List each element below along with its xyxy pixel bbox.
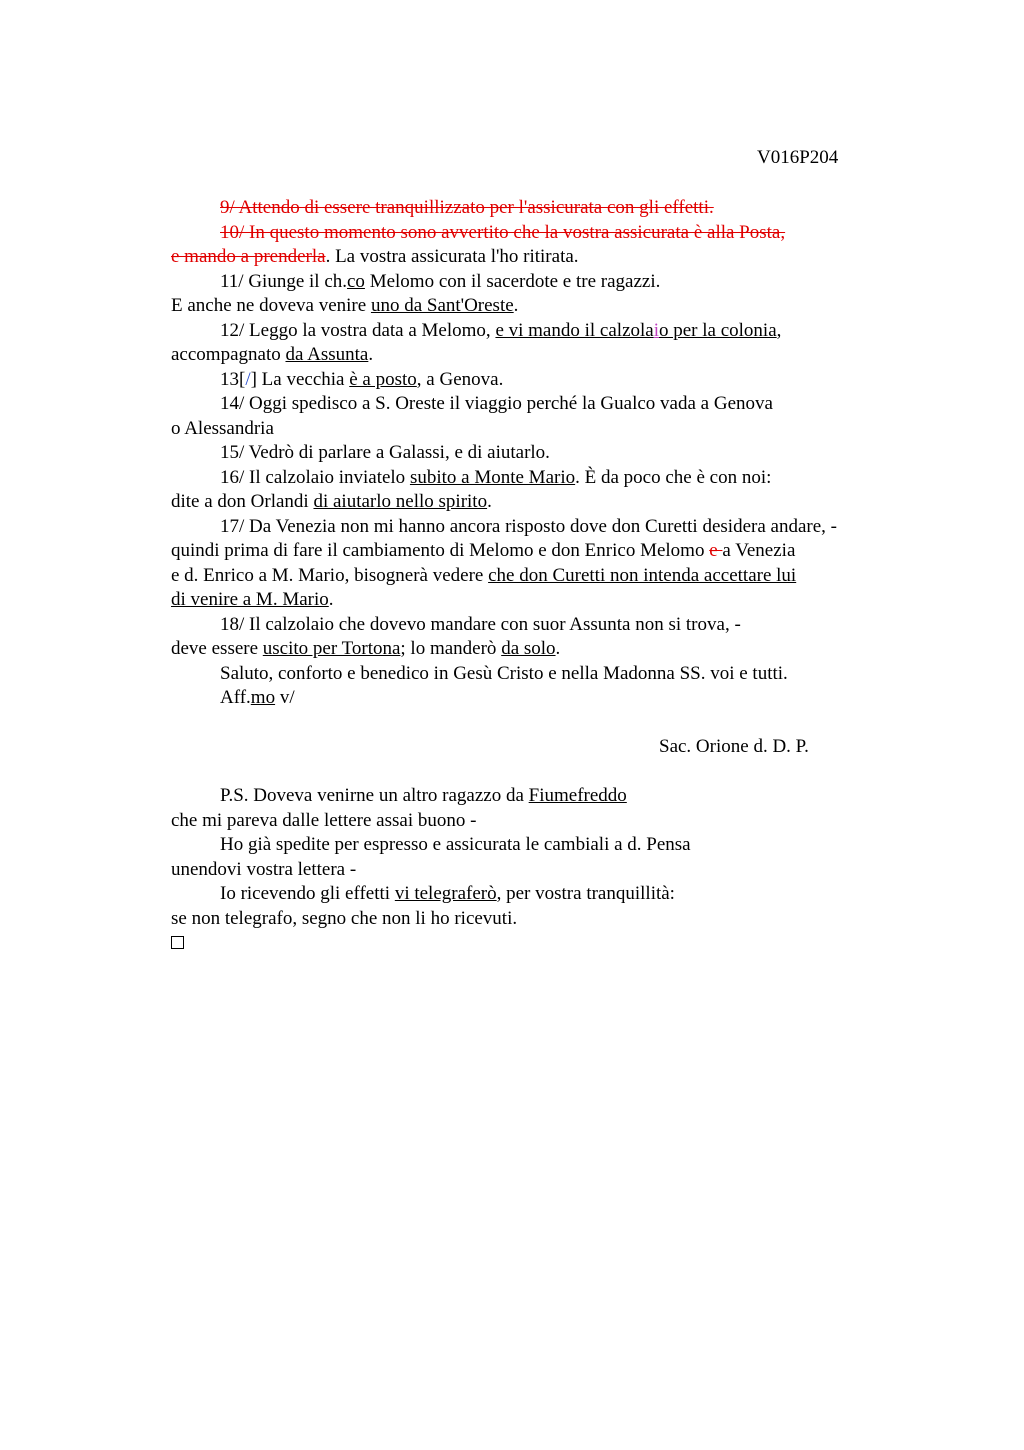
underlined-text: di venire a M. Mario [171, 589, 329, 610]
underlined-text: da Assunta [285, 344, 369, 365]
underlined-text: che don Curetti non intenda accettare lui [488, 564, 797, 586]
deleted-text: 9/ Attendo di essere tranquillizzato per l'assicurata con gli effetti. [220, 197, 714, 218]
line-15: 15/ Vedrò di parlare a Galassi, e di aiutarlo. [220, 442, 550, 463]
text: 11/ Giunge il ch. [220, 270, 347, 292]
line-9 [171, 196, 911, 221]
line-13 [171, 368, 911, 393]
signature: Sac. Orione d. D. P. [659, 736, 809, 757]
underlined-text: subito a Monte Mario [409, 466, 576, 488]
underlined-text: mo [250, 687, 276, 708]
underlined-text: Fiumefreddo [528, 785, 627, 806]
deleted-text: e mando a prenderla [171, 246, 326, 267]
editorial-mark: / [245, 368, 251, 390]
text: ] La vecchia [250, 368, 350, 390]
text: Melomo con il sacerdote e tre ragazzi. [364, 270, 661, 292]
text: . La vostra assicurata l'ho ritirata. [325, 246, 579, 267]
postscript-3-cont: se non telegrafo, segno che non li ho ricevuti. [171, 907, 518, 929]
text: 13[ [220, 368, 246, 390]
underlined-text: o per la colonia [659, 319, 777, 341]
text: . [513, 295, 519, 316]
line-12 [171, 319, 911, 344]
text: E anche ne doveva venire [171, 295, 371, 316]
postscript-2-cont: unendovi vostra lettera - [171, 858, 357, 880]
text: . [368, 344, 374, 365]
text: . [328, 589, 334, 610]
text: ; lo manderò [400, 638, 502, 659]
spacer [171, 760, 911, 785]
line-18: 18/ Il calzolaio che dovevo mandare con suor Assunta non si trova, - [220, 613, 741, 635]
text: , per vostra tranquillità: [496, 883, 675, 904]
text: . È da poco che è con noi: [575, 466, 772, 488]
line-10 [171, 221, 911, 246]
line-18-cont [171, 637, 911, 662]
line-16-cont [171, 490, 911, 515]
spacer [171, 711, 911, 736]
text: . [555, 638, 561, 659]
text: accompagnato [171, 344, 286, 365]
line-11-cont [171, 294, 911, 319]
underlined-text: di aiutarlo nello spirito [313, 491, 488, 512]
underlined-text: da solo [501, 638, 556, 659]
line-14-cont: o Alessandria [171, 417, 274, 439]
line-11 [171, 270, 911, 295]
underlined-text: co [347, 270, 365, 292]
text: 12/ Leggo la vostra data a Melomo, [220, 319, 496, 341]
underlined-text: e vi mando il calzola [495, 319, 654, 341]
text: Aff. [220, 687, 251, 708]
line-16 [171, 466, 911, 491]
text: , [776, 319, 782, 341]
postscript-1 [171, 784, 911, 809]
postscript-1-cont: che mi pareva dalle lettere assai buono - [171, 809, 477, 831]
text: 16/ Il calzolaio inviatelo [220, 466, 410, 488]
line-17: 17/ Da Venezia non mi hanno ancora risposto dove don Curetti desidera andare, - [220, 515, 837, 537]
text: v/ [275, 687, 295, 708]
text: deve essere [171, 638, 263, 659]
text: , a Genova. [416, 368, 504, 390]
closing-greeting: Saluto, conforto e benedico in Gesù Cristo e nella Madonna SS. voi e tutti. [220, 662, 788, 684]
end-of-document-box-icon [171, 936, 184, 949]
text: quindi prima di fare il cambiamento di Melomo e don Enrico Melomo [171, 540, 710, 561]
line-14: 14/ Oggi spedisco a S. Oreste il viaggio perché la Gualco vada a Genova [220, 393, 773, 414]
underlined-text: uscito per Tortona [262, 638, 401, 659]
deleted-text: 10/ In questo momento sono avvertito che la vostra assicurata è alla Posta, [220, 221, 786, 243]
underlined-text: vi telegraferò [394, 883, 497, 904]
postscript-2: Ho già spedite per espresso e assicurata le cambiali a d. Pensa [220, 834, 691, 855]
text: dite a don Orlandi [171, 491, 314, 512]
text: e d. Enrico a M. Mario, bisognerà vedere [171, 564, 489, 586]
closing-affectionate [171, 686, 911, 711]
letter-body [171, 196, 911, 956]
line-12-cont [171, 343, 911, 368]
underlined-text: uno da Sant'Oreste [370, 295, 514, 316]
text: P.S. Doveva venirne un altro ragazzo da [220, 785, 529, 806]
postscript-3 [171, 882, 911, 907]
line-10-cont [171, 245, 911, 270]
text: . [487, 491, 492, 512]
line-17-cont-1 [171, 539, 911, 564]
document-reference: V016P204 [757, 147, 839, 168]
underlined-text: è a posto [349, 368, 417, 390]
text: a Venezia [722, 540, 796, 561]
line-17-cont-2 [171, 564, 911, 589]
inserted-text: i [653, 319, 659, 341]
text: Io ricevendo gli effetti [220, 883, 395, 904]
line-17-cont-3 [171, 588, 911, 613]
deleted-text: e [709, 540, 723, 561]
end-marker [171, 931, 911, 956]
